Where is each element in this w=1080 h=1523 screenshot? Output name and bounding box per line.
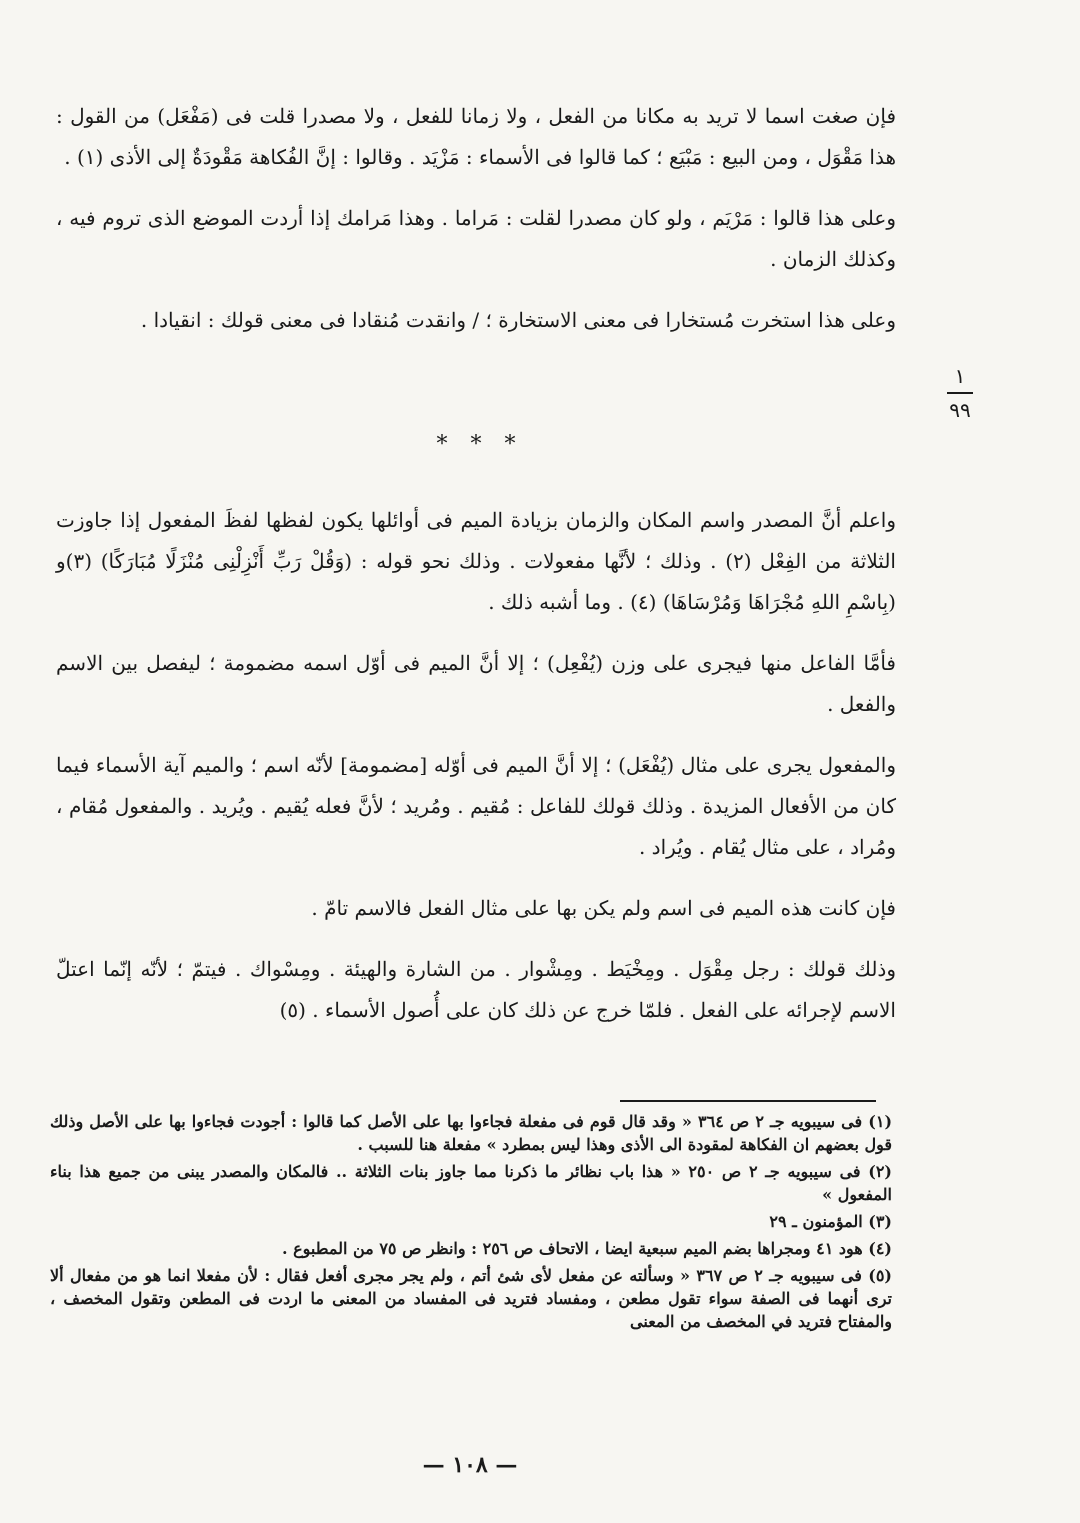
section-ornament: * * *	[436, 432, 524, 457]
footnote-3: (٣) المؤمنون ـ ٢٩	[769, 1212, 892, 1231]
margin-note-divider	[947, 392, 973, 394]
paragraph-2: وعلى هذا قالوا : مَرْيَم ، ولو كان مصدرا لقلت : مَراما . وهذا مَرامك إذا أردت الموضع الذى تروم فيه ، وكذلك الزمان .	[56, 206, 896, 271]
footnote-1: (١) فى سيبويه جـ ٢ ص ٣٦٤ « وقد قال قوم فى مفعلة فجاءوا بها على الأصل كما قالوا : أجودت فجاءوا بها على الأصل وذلك قول بعضهم ان الفكاهة لمقودة الى الأذى وهذا ليس بمطرد » مفعلة هنا للسبب .	[50, 1112, 893, 1154]
paragraph-4: واعلم أنَّ المصدر واسم المكان والزمان بزيادة الميم فى أوائلها يكون لفظها لفظَ المفعول إذا جاوزت الثلاثة من الفِعْل (٢) . وذلك ؛ لأنَّها مفعولات . وذلك نحو قوله : (وَقُلْ رَبِّ أَنْزِلْنِى مُنْزَلًا مُبَارَكًا) (٣)و (بِاسْمِ اللهِ مُجْرَاهَا وَمُرْسَاهَا) (٤) . وما أشبه ذلك .	[56, 508, 896, 614]
page-number: — ١٠٨ —	[422, 1452, 518, 1478]
footnote-4: (٤) هود ٤١ ومجراها بضم الميم سبعية ايضا ، الاتحاف ص ٢٥٦ : وانظر ص ٧٥ من المطبوع .	[281, 1239, 892, 1258]
paragraph-6: والمفعول يجرى على مثال (يُفْعَل) ؛ إلا أنَّ الميم فى أوّله [مضمومة] لأنّه اسم ؛ والميم آية الأسماء فيما كان من الأفعال المزيدة . وذلك قولك للفاعل : مُقيم . ومُريد ؛ لأنَّ فعله يُقيم . ويُريد . والمفعول مُقام ، ومُراد ، على مثال يُقام . ويُراد .	[56, 753, 896, 859]
margin-note-bottom: ٩٩	[949, 398, 971, 422]
margin-folio-note	[930, 364, 990, 422]
paragraph-3: وعلى هذا استخرت مُستخارا فى معنى الاستخارة ؛ / وانقدت مُنقادا فى معنى قولك : انقيادا .	[140, 308, 896, 332]
paragraph-8: وذلك قولك : رجل مِقْوَل . ومِخْيَط . ومِشْوار . من الشارة والهيئة . ومِسْواك . فيتمّ ؛ لأنّه إنّما اعتلّ الاسم لإجرائه على الفعل . فلمّا خرج عن ذلك كان على أُصول الأسماء . (٥)	[56, 957, 896, 1022]
text-bottom-section	[56, 500, 896, 1031]
footnote-5: (٥) فى سيبويه جـ ٢ ص ٣٦٧ « وسألته عن مفعل لأى شئ أتم ، ولم يجر مجرى أفعل فقال : لأن مفعلا انما هو من مفعال ألا ترى أنهما فى الصفة سواء تقول مطعن ، ومفساد فتريد فى المفساد من المعنى ما اردت فى المطعن وتقول المخصف ، والمفتاح فتريد في المخصف من المعنى	[50, 1266, 892, 1331]
footnotes	[50, 1110, 892, 1337]
paragraph-1: فإن صغت اسما لا تريد به مكانا من الفعل ، ولا زمانا للفعل ، ولا مصدرا قلت فى (مَفْعَل) من القول : هذا مَقْوَل ، ومن البيع : مَبْيَع ؛ كما قالوا فى الأسماء : مَزْيَد . وقالوا : إنَّ الفُكاهة مَقْودَةٌ إلى الأذى (١) .	[56, 104, 896, 169]
margin-note-top: ١	[954, 364, 966, 388]
footnote-divider	[620, 1100, 876, 1102]
footnote-2: (٢) فى سيبويه جـ ٢ ص ٢٥٠ « هذا باب نظائر ما ذكرنا مما جاوز بنات الثلاثة .. فالمكان والمصدر يبنى من جميع هذا بناء المفعول »	[50, 1162, 892, 1204]
paragraph-7: فإن كانت هذه الميم فى اسم ولم يكن بها على مثال الفعل فالاسم تامّ .	[311, 896, 896, 920]
paragraph-5: فأمَّا الفاعل منها فيجرى على وزن (يُفْعِل) ؛ إلا أنَّ الميم فى أوّل اسمه مضمومة ؛ ليفصل بين الاسم والفعل .	[56, 651, 896, 716]
text-top-section	[56, 96, 896, 341]
